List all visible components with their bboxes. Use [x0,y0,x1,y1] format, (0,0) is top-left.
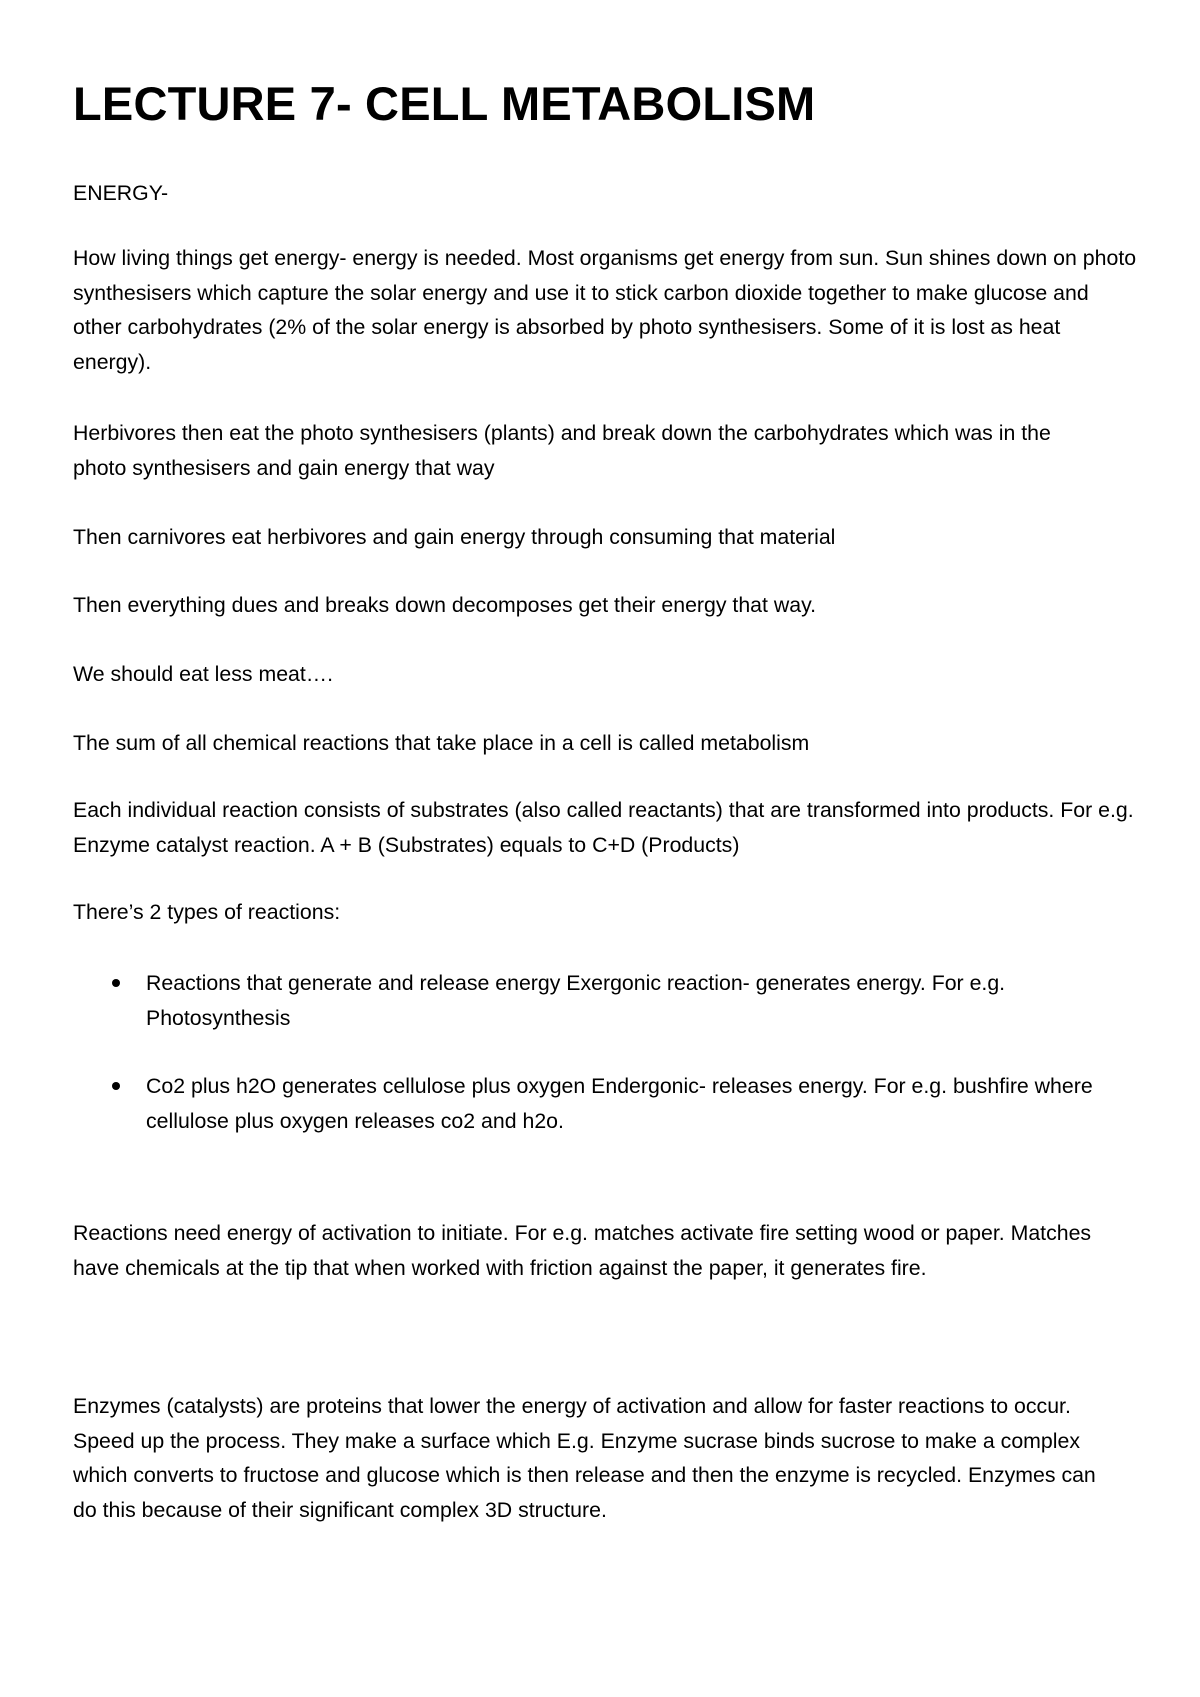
paragraph-metabolism-definition: The sum of all chemical reactions that take place in a cell is called metabolism [73,731,810,755]
paragraph-enzymes: Enzymes (catalysts) are proteins that lower the energy of activation and allow for faster reactions to occur. Speed up the process. They make a surface which E.g. Enzyme sucrase binds sucrose to make a complex which converts to fructose and glucose which is then release and then the enzyme is recycled. Enzymes can do this because of their significant complex 3D structure. [73,1394,1096,1523]
paragraph-activation-energy: Reactions need energy of activation to initiate. For e.g. matches activate fire setting wood or paper. Matches have chemicals at the tip that when worked with friction against the paper, it generates fire. [73,1221,1092,1280]
page-title: LECTURE 7- CELL METABOLISM [73,77,816,130]
list-item [146,1069,1146,1138]
paragraph-energy-sources: How living things get energy- energy is needed. Most organisms get energy from sun. Sun shines down on photo synthesisers which capture the solar energy and use it to stick carbon dioxide together to make glucose and other carbohydrates (2% of the solar energy is absorbed by photo synthesisers. Some of it is lost as heat energy). [73,246,1137,375]
paragraph-reaction-substrates: Each individual reaction consists of substrates (also called reactants) that are transformed into products. For e.g. Enzyme catalyst reaction. A + B (Substrates) equals to C+D (Products) [73,798,1134,857]
bullet-icon [112,1082,120,1090]
paragraph-eat-less-meat: We should eat less meat…. [73,662,334,686]
paragraph-reaction-types: There’s 2 types of reactions: [73,900,341,924]
list-item-text: Reactions that generate and release energy Exergonic reaction- generates energy. For e.g. Photosynthesis [146,971,1006,1030]
list-item-text: Co2 plus h2O generates cellulose plus oxygen Endergonic- releases energy. For e.g. bushfire where cellulose plus oxygen releases co2 and h2o. [146,1074,1093,1133]
paragraph-energy-heading: ENERGY- [73,181,169,205]
bullet-icon [112,979,120,987]
paragraph-carnivores: Then carnivores eat herbivores and gain energy through consuming that material [73,525,836,549]
list-item [146,966,1146,1035]
paragraph-herbivores: Herbivores then eat the photo synthesisers (plants) and break down the carbohydrates which was in the photo synthesisers and gain energy that way [73,421,1051,480]
paragraph-decomposers: Then everything dues and breaks down decomposes get their energy that way. [73,593,817,617]
